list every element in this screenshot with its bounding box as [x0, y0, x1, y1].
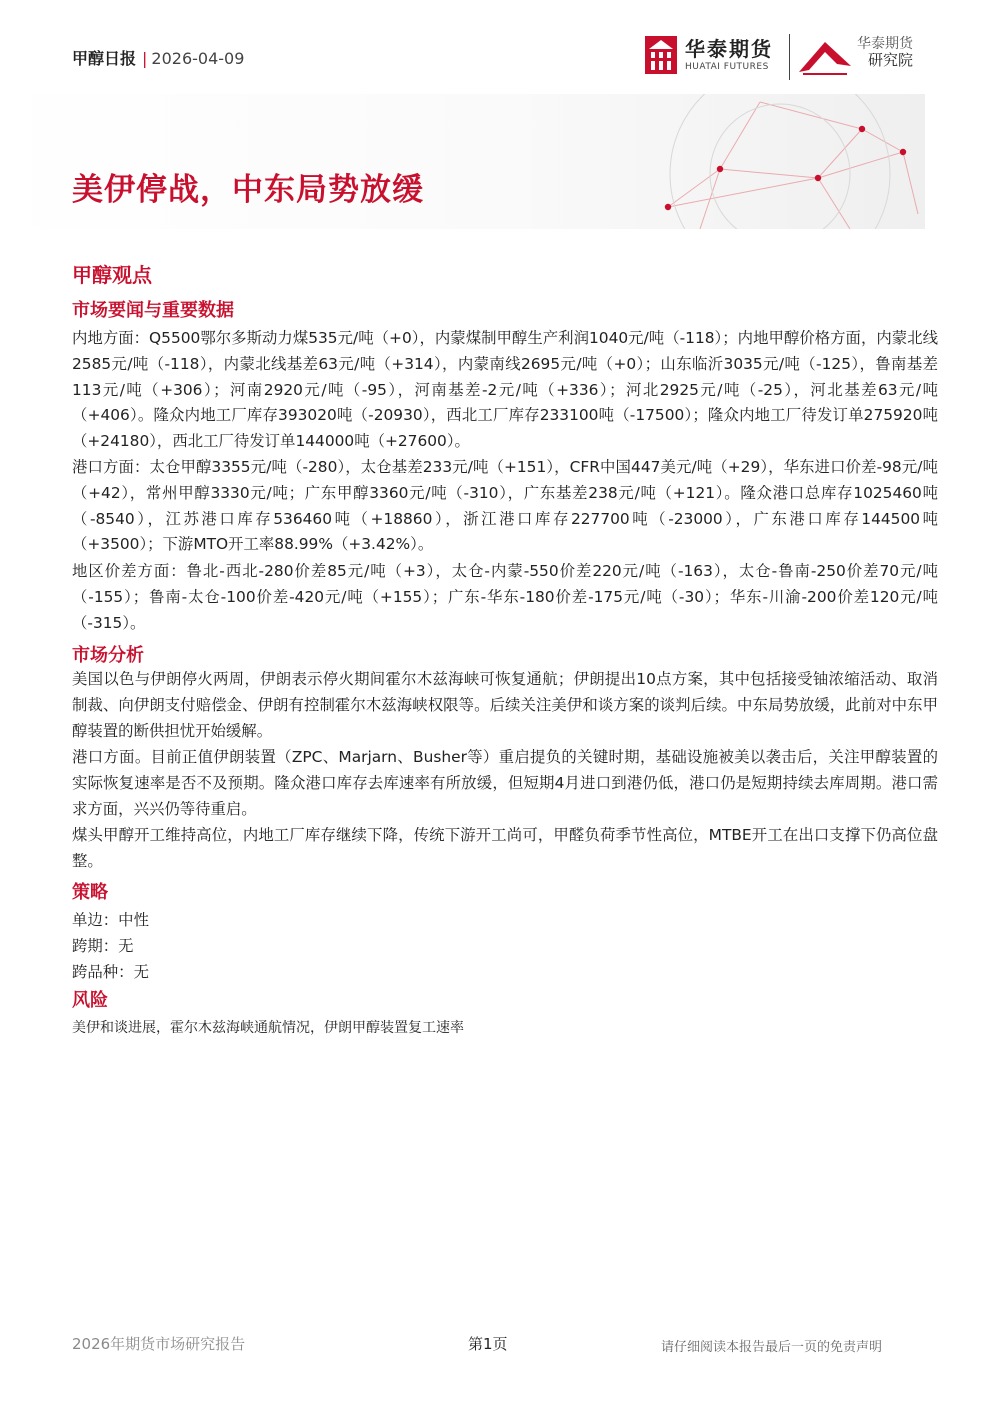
report-date: 2026-04-09	[151, 49, 245, 68]
huatai-logo-icon	[645, 36, 677, 74]
market-news-spread: 地区价差方面：鲁北-西北-280价差85元/吨（+3），太仓-内蒙-550价差220元/吨（-163），太仓-鲁南-250价差70元/吨（-155）；鲁南-太仓-100价差-420元/吨（+155）；广东-华东-180价差-175元/吨（-30）；华东-川渝-200价差120元/吨（-315）。	[72, 562, 938, 632]
market-news-port: 港口方面：太仓甲醇3355元/吨（-280），太仓基差233元/吨（+151），CFR中国447美元/吨（+29），华东进口价差-98元/吨（+42），常州甲醇3330元/吨；广东甲醇3360元/吨（-310），广东基差238元/吨（+121）。隆众港口总库存1025460吨（-8540），江苏港口库存536460吨（+18860），浙江港口库存227700吨（-23000），广东港口库存144500吨（+3500）；下游MTO开工率88.99%（+3.42%）。	[72, 458, 938, 554]
institute-logo-icon	[797, 36, 853, 76]
strategy-item-cross: 跨品种：无	[72, 963, 149, 981]
institute-line2: 研究院	[867, 51, 913, 70]
analysis-heading: 市场分析	[72, 645, 144, 666]
report-title: 美伊停战，中东局势放缓	[72, 172, 424, 208]
company-name-en: HUATAI FUTURES	[685, 61, 769, 72]
viewpoint-heading: 甲醇观点	[72, 263, 152, 287]
market-news-heading: 市场要闻与重要数据	[72, 300, 234, 321]
doc-type: 甲醇日报	[72, 49, 137, 68]
company-name-cn: 华泰期货	[685, 36, 773, 61]
page-number: 第1页	[468, 1335, 508, 1353]
report-header	[72, 46, 244, 69]
header-separator: |	[142, 49, 148, 68]
disclaimer-note: 请仔细阅读本报告最后一页的免责声明	[661, 1340, 883, 1355]
strategy-item-single: 单边：中性	[72, 911, 149, 929]
analysis-paragraph-1: 美国以色与伊朗停火两周，伊朗表示停火期间霍尔木兹海峡可恢复通航；伊朗提出10点方案，其中包括接受铀浓缩活动、取消制裁、向伊朗支付赔偿金、伊朗有控制霍尔木兹海峡权限等。后续关注美伊和谈方案的谈判后续。中东局势放缓，此前对中东甲醇装置的断供担忧开始缓解。	[72, 670, 938, 740]
analysis-paragraph-3: 煤头甲醇开工维持高位，内地工厂库存继续下降，传统下游开工尚可，甲醛负荷季节性高位，MTBE开工在出口支撑下仍高位盘整。	[72, 826, 938, 870]
institute-line1: 华泰期货	[857, 36, 913, 52]
strategy-heading: 策略	[72, 882, 108, 903]
risk-heading: 风险	[72, 990, 108, 1011]
strategy-item-calendar: 跨期：无	[72, 937, 134, 955]
analysis-paragraph-2: 港口方面。目前正值伊朗装置（ZPC、Marjarn、Busher等）重启提负的关键时期，基础设施被美以袭击后，关注甲醇装置的实际恢复速率是否不及预期。隆众港口库存去库速率有所放缓，但短期4月进口到港仍低，港口仍是短期持续去库周期。港口需求方面，兴兴仍等待重启。	[72, 748, 938, 818]
market-news-inland: 内地方面：Q5500鄂尔多斯动力煤535元/吨（+0），内蒙煤制甲醇生产利润1040元/吨（-118）；内地甲醇价格方面，内蒙北线2585元/吨（-118），内蒙北线基差63元/吨（+314），内蒙南线2695元/吨（+0）；山东临沂3035元/吨（-125），鲁南基差113元/吨（+306）；河南2920元/吨（-95），河南基差-2元/吨（+336）；河北2925元/吨（-25），河北基差63元/吨（+406）。隆众内地工厂库存393020吨（-20930），西北工厂库存233100吨（-17500）；隆众内地工厂待发订单275920吨（+24180），西北工厂待发订单144000吨（+27600）。	[72, 329, 938, 451]
risk-text: 美伊和谈进展，霍尔木兹海峡通航情况，伊朗甲醇装置复工速率	[72, 1020, 464, 1036]
institute-logo	[797, 36, 913, 76]
footer-report-name: 2026年期货市场研究报告	[72, 1335, 246, 1353]
huatai-logo	[645, 36, 773, 74]
logo-divider	[789, 34, 790, 80]
